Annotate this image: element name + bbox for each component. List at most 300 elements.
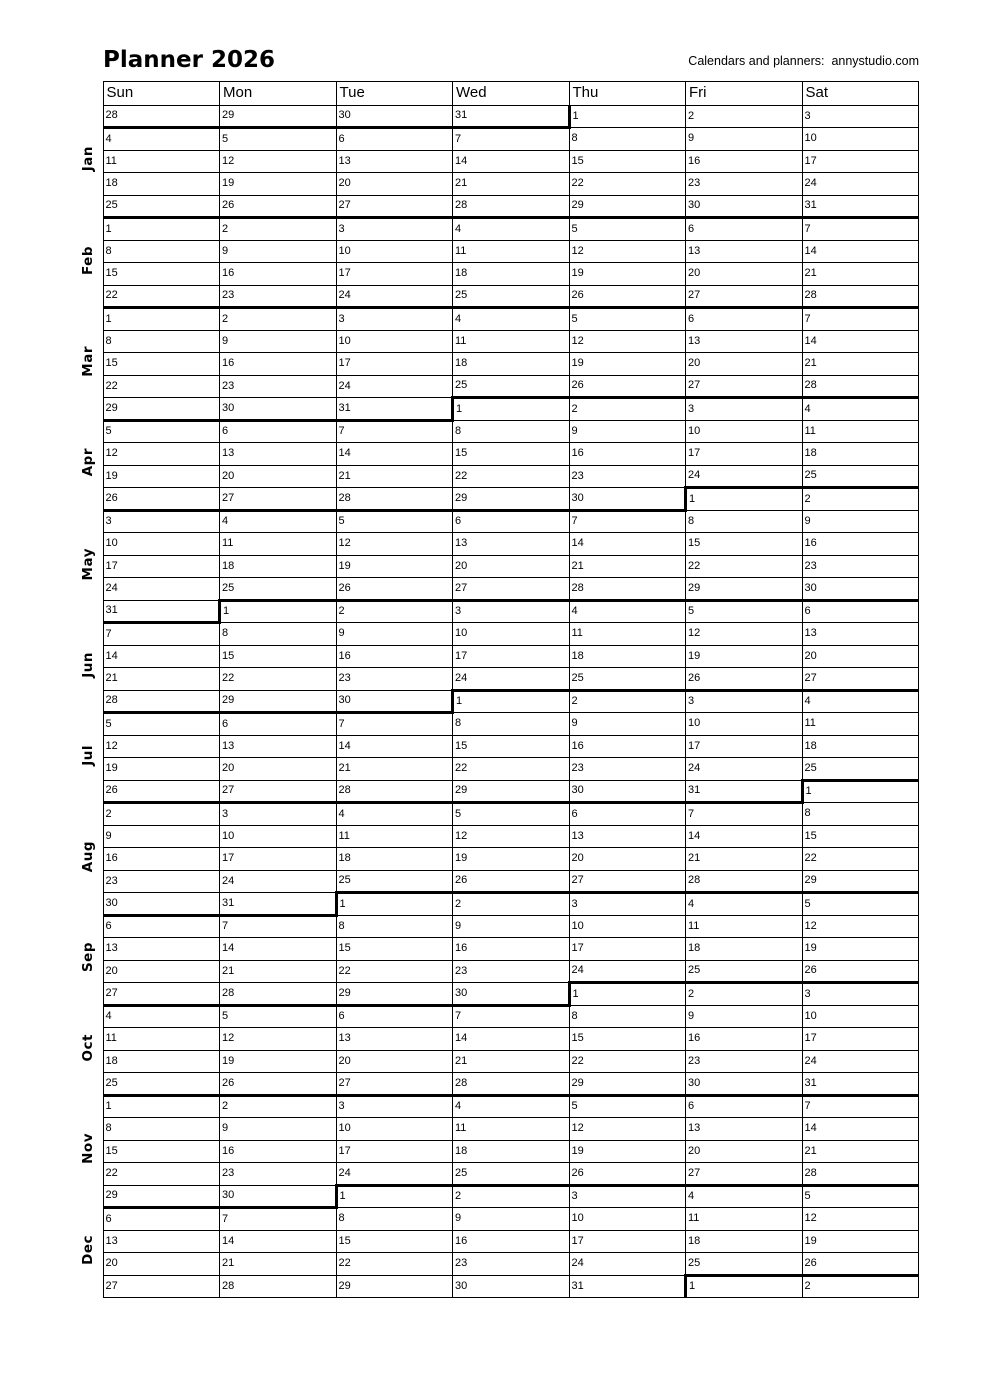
day-cell: 30: [336, 690, 453, 713]
day-cell: 10: [336, 240, 453, 263]
week-row: [67, 263, 919, 286]
day-cell: 28: [802, 285, 919, 308]
month-label-text: Dec: [79, 1235, 96, 1265]
day-cell: 7: [686, 803, 803, 826]
week-row: [67, 1028, 919, 1051]
day-cell: 7: [802, 1095, 919, 1118]
day-cell: 26: [802, 960, 919, 983]
day-cell: 22: [103, 1163, 220, 1186]
day-cell: 16: [220, 263, 337, 286]
day-cell: 18: [453, 353, 570, 376]
day-cell: 8: [336, 1208, 453, 1231]
day-cell: 20: [220, 465, 337, 488]
day-cell: 6: [686, 1095, 803, 1118]
week-row: [67, 645, 919, 668]
day-cell: 15: [336, 938, 453, 961]
day-header-mon: Mon: [220, 82, 337, 106]
day-cell: 31: [103, 600, 220, 623]
day-cell: 7: [220, 915, 337, 938]
day-cell: 14: [802, 240, 919, 263]
day-cell: 15: [686, 533, 803, 556]
day-cell: 7: [220, 1208, 337, 1231]
day-cell: 16: [336, 645, 453, 668]
day-cell: 24: [336, 375, 453, 398]
day-cell: 13: [569, 825, 686, 848]
day-cell: 19: [569, 1140, 686, 1163]
day-cell: 12: [336, 533, 453, 556]
day-cell: 4: [336, 803, 453, 826]
day-cell: 29: [802, 870, 919, 893]
day-cell: 18: [453, 1140, 570, 1163]
day-cell: 11: [103, 1028, 220, 1051]
day-cell: 30: [453, 1275, 570, 1298]
week-row: [67, 1118, 919, 1141]
day-cell: 3: [569, 1185, 686, 1208]
day-cell: 22: [802, 848, 919, 871]
day-cell: 20: [686, 1140, 803, 1163]
day-cell: 18: [802, 443, 919, 466]
month-label-text: Jul: [79, 744, 96, 766]
day-cell: 28: [220, 1275, 337, 1298]
day-cell: 24: [802, 173, 919, 196]
day-cell: 12: [103, 735, 220, 758]
day-cell: 9: [569, 713, 686, 736]
day-cell: 22: [220, 668, 337, 691]
day-cell: 22: [103, 285, 220, 308]
day-cell: 2: [220, 308, 337, 331]
day-cell: 5: [569, 1095, 686, 1118]
day-cell: 29: [336, 1275, 453, 1298]
day-cell: 4: [802, 398, 919, 421]
day-cell: 13: [220, 443, 337, 466]
day-cell: 5: [569, 308, 686, 331]
attribution-text: Calendars and planners: annystudio.com: [688, 54, 919, 68]
day-cell: 29: [336, 983, 453, 1006]
day-cell: 12: [453, 825, 570, 848]
day-cell: 28: [802, 375, 919, 398]
day-cell: 18: [453, 263, 570, 286]
day-cell: 28: [336, 488, 453, 511]
day-cell: 7: [453, 128, 570, 151]
month-label-text: Feb: [79, 245, 96, 275]
day-cell: 12: [802, 1208, 919, 1231]
day-cell: 24: [453, 668, 570, 691]
day-cell: 5: [336, 510, 453, 533]
day-cell: 18: [220, 555, 337, 578]
day-cell: 23: [453, 960, 570, 983]
day-cell: 10: [336, 1118, 453, 1141]
day-cell: 11: [103, 150, 220, 173]
day-cell: 20: [569, 848, 686, 871]
day-cell: 31: [220, 893, 337, 916]
week-row: [67, 1163, 919, 1186]
week-row: [67, 330, 919, 353]
day-cell: 7: [103, 623, 220, 646]
day-cell: 6: [686, 218, 803, 241]
day-cell: 21: [336, 758, 453, 781]
day-cell: 23: [686, 1050, 803, 1073]
day-cell: 4: [453, 308, 570, 331]
day-cell: 3: [802, 105, 919, 128]
day-cell: 22: [453, 758, 570, 781]
month-label-text: Aug: [79, 840, 96, 872]
day-cell: 1: [453, 690, 570, 713]
day-cell: 30: [453, 983, 570, 1006]
day-cell: 3: [569, 893, 686, 916]
day-cell: 3: [453, 600, 570, 623]
day-cell: 13: [802, 623, 919, 646]
day-cell: 26: [686, 668, 803, 691]
day-cell: 10: [802, 128, 919, 151]
day-cell: 20: [336, 173, 453, 196]
month-label-text: Jan: [79, 146, 96, 172]
day-cell: 16: [453, 938, 570, 961]
day-cell: 20: [802, 645, 919, 668]
day-cell: 15: [220, 645, 337, 668]
day-cell: 3: [686, 398, 803, 421]
day-cell: 22: [569, 1050, 686, 1073]
day-cell: 12: [103, 443, 220, 466]
day-cell: 21: [686, 848, 803, 871]
day-cell: 19: [453, 848, 570, 871]
day-cell: 27: [453, 578, 570, 601]
day-cell: 30: [103, 893, 220, 916]
week-row: [67, 758, 919, 781]
month-label-text: Sep: [79, 942, 96, 973]
week-row: [67, 533, 919, 556]
day-cell: 2: [453, 893, 570, 916]
day-cell: 30: [686, 195, 803, 218]
day-cell: 23: [220, 1163, 337, 1186]
day-cell: 5: [453, 803, 570, 826]
week-row: [67, 1050, 919, 1073]
day-cell: 7: [569, 510, 686, 533]
day-cell: 5: [802, 1185, 919, 1208]
day-cell: 12: [220, 1028, 337, 1051]
day-cell: 7: [453, 1005, 570, 1028]
month-label-may: [67, 510, 103, 623]
day-cell: 27: [220, 780, 337, 803]
day-cell: 11: [220, 533, 337, 556]
month-label-jun: [67, 623, 103, 713]
day-cell: 27: [686, 1163, 803, 1186]
day-cell: 25: [802, 758, 919, 781]
day-cell: 9: [569, 420, 686, 443]
day-cell: 14: [336, 443, 453, 466]
day-cell: 13: [686, 240, 803, 263]
week-row: [67, 848, 919, 871]
day-cell: 8: [686, 510, 803, 533]
day-cell: 6: [220, 713, 337, 736]
day-header-wed: Wed: [453, 82, 570, 106]
day-cell: 10: [220, 825, 337, 848]
day-cell: 14: [103, 645, 220, 668]
day-cell: 30: [686, 1073, 803, 1096]
day-cell: 6: [453, 510, 570, 533]
day-cell: 22: [569, 173, 686, 196]
day-cell: 23: [569, 465, 686, 488]
day-cell: 15: [802, 825, 919, 848]
day-cell: 1: [336, 1185, 453, 1208]
day-cell: 16: [103, 848, 220, 871]
day-cell: 14: [802, 1118, 919, 1141]
day-cell: 2: [569, 690, 686, 713]
day-cell: 19: [802, 1230, 919, 1253]
week-row: [67, 128, 919, 151]
day-cell: 20: [336, 1050, 453, 1073]
month-label-feb: [67, 218, 103, 308]
week-row: [67, 1140, 919, 1163]
day-cell: 13: [686, 330, 803, 353]
day-cell: 3: [336, 1095, 453, 1118]
month-label-text: Oct: [79, 1033, 96, 1062]
day-cell: 21: [220, 1253, 337, 1276]
day-cell: 26: [103, 488, 220, 511]
month-label-jul: [67, 713, 103, 803]
day-cell: 13: [220, 735, 337, 758]
day-cell: 18: [686, 1230, 803, 1253]
day-cell: 14: [220, 1230, 337, 1253]
week-row: [67, 240, 919, 263]
day-cell: 20: [220, 758, 337, 781]
day-cell: 23: [336, 668, 453, 691]
day-cell: 31: [336, 398, 453, 421]
day-cell: 2: [802, 488, 919, 511]
day-cell: 19: [569, 263, 686, 286]
week-row: [67, 398, 919, 421]
day-cell: 8: [569, 1005, 686, 1028]
day-cell: 2: [453, 1185, 570, 1208]
month-label-jan: [67, 105, 103, 218]
day-cell: 1: [802, 780, 919, 803]
day-cell: 21: [453, 1050, 570, 1073]
day-cell: 23: [220, 375, 337, 398]
day-cell: 19: [220, 173, 337, 196]
day-cell: 9: [220, 1118, 337, 1141]
day-cell: 25: [686, 1253, 803, 1276]
day-header-fri: Fri: [686, 82, 803, 106]
month-label-text: Nov: [79, 1133, 96, 1165]
day-header-thu: Thu: [569, 82, 686, 106]
day-cell: 18: [802, 735, 919, 758]
day-cell: 22: [336, 1253, 453, 1276]
day-cell: 1: [569, 983, 686, 1006]
day-cell: 16: [802, 533, 919, 556]
day-cell: 12: [220, 150, 337, 173]
week-row: [67, 218, 919, 241]
day-cell: 1: [686, 488, 803, 511]
month-label-oct: [67, 1005, 103, 1095]
day-cell: 14: [336, 735, 453, 758]
week-row: [67, 105, 919, 128]
day-cell: 17: [802, 1028, 919, 1051]
day-cell: 9: [220, 330, 337, 353]
day-cell: 17: [802, 150, 919, 173]
day-cell: 19: [569, 353, 686, 376]
day-cell: 27: [686, 285, 803, 308]
day-cell: 29: [453, 780, 570, 803]
day-cell: 29: [569, 195, 686, 218]
day-cell: 10: [802, 1005, 919, 1028]
day-cell: 8: [453, 713, 570, 736]
day-cell: 21: [336, 465, 453, 488]
week-row: [67, 420, 919, 443]
day-cell: 4: [453, 218, 570, 241]
day-cell: 14: [220, 938, 337, 961]
day-cell: 17: [220, 848, 337, 871]
day-cell: 7: [336, 420, 453, 443]
day-cell: 29: [220, 105, 337, 128]
week-row: [67, 983, 919, 1006]
day-cell: 29: [220, 690, 337, 713]
month-label-dec: [67, 1208, 103, 1298]
week-row: [67, 1275, 919, 1298]
day-cell: 9: [453, 915, 570, 938]
day-cell: 24: [569, 1253, 686, 1276]
day-cell: 4: [802, 690, 919, 713]
week-row: [67, 735, 919, 758]
day-cell: 2: [336, 600, 453, 623]
week-row: [67, 1230, 919, 1253]
day-cell: 18: [103, 173, 220, 196]
day-cell: 27: [802, 668, 919, 691]
day-cell: 18: [336, 848, 453, 871]
day-cell: 23: [569, 758, 686, 781]
day-cell: 9: [802, 510, 919, 533]
week-row: [67, 443, 919, 466]
day-cell: 30: [220, 398, 337, 421]
day-cell: 18: [103, 1050, 220, 1073]
week-row: [67, 510, 919, 533]
day-cell: 14: [569, 533, 686, 556]
week-row: [67, 1253, 919, 1276]
day-cell: 5: [802, 893, 919, 916]
month-label-aug: [67, 803, 103, 916]
day-cell: 24: [103, 578, 220, 601]
week-row: [67, 803, 919, 826]
day-cell: 11: [453, 1118, 570, 1141]
day-cell: 11: [453, 330, 570, 353]
week-row: [67, 375, 919, 398]
month-label-nov: [67, 1095, 103, 1208]
day-cell: 6: [103, 915, 220, 938]
day-cell: 8: [103, 330, 220, 353]
day-cell: 23: [686, 173, 803, 196]
day-cell: 1: [569, 105, 686, 128]
day-cell: 6: [336, 1005, 453, 1028]
week-row: [67, 465, 919, 488]
day-cell: 8: [220, 623, 337, 646]
day-cell: 20: [686, 263, 803, 286]
day-cell: 19: [103, 465, 220, 488]
day-cell: 10: [336, 330, 453, 353]
day-cell: 22: [686, 555, 803, 578]
day-cell: 28: [453, 195, 570, 218]
week-row: [67, 488, 919, 511]
day-cell: 8: [336, 915, 453, 938]
day-cell: 16: [569, 735, 686, 758]
day-cell: 2: [686, 105, 803, 128]
day-cell: 19: [686, 645, 803, 668]
day-cell: 1: [103, 218, 220, 241]
day-cell: 13: [453, 533, 570, 556]
week-row: [67, 780, 919, 803]
day-cell: 24: [802, 1050, 919, 1073]
week-row: [67, 285, 919, 308]
day-cell: 29: [453, 488, 570, 511]
day-cell: 7: [802, 308, 919, 331]
day-cell: 26: [569, 285, 686, 308]
day-cell: 14: [453, 150, 570, 173]
day-cell: 23: [453, 1253, 570, 1276]
day-cell: 5: [220, 1005, 337, 1028]
day-cell: 9: [220, 240, 337, 263]
day-cell: 15: [336, 1230, 453, 1253]
day-cell: 24: [686, 465, 803, 488]
day-cell: 12: [569, 240, 686, 263]
day-cell: 28: [103, 105, 220, 128]
day-cell: 25: [569, 668, 686, 691]
day-cell: 10: [103, 533, 220, 556]
day-cell: 24: [686, 758, 803, 781]
month-rail-header-spacer: [67, 82, 103, 106]
day-cell: 26: [220, 195, 337, 218]
week-row: [67, 173, 919, 196]
month-label-mar: [67, 308, 103, 421]
day-cell: 4: [686, 1185, 803, 1208]
day-cell: 9: [686, 1005, 803, 1028]
day-cell: 30: [802, 578, 919, 601]
day-cell: 28: [802, 1163, 919, 1186]
day-cell: 12: [569, 330, 686, 353]
day-cell: 15: [103, 353, 220, 376]
day-cell: 21: [103, 668, 220, 691]
day-cell: 31: [453, 105, 570, 128]
day-cell: 27: [220, 488, 337, 511]
day-cell: 17: [569, 1230, 686, 1253]
day-cell: 10: [686, 713, 803, 736]
day-cell: 1: [103, 308, 220, 331]
day-cell: 13: [686, 1118, 803, 1141]
day-cell: 25: [336, 870, 453, 893]
week-row: [67, 150, 919, 173]
day-cell: 17: [569, 938, 686, 961]
day-cell: 25: [103, 195, 220, 218]
day-cell: 19: [336, 555, 453, 578]
day-cell: 25: [103, 1073, 220, 1096]
day-cell: 4: [686, 893, 803, 916]
day-cell: 11: [802, 420, 919, 443]
week-row: [67, 938, 919, 961]
day-cell: 5: [686, 600, 803, 623]
day-cell: 6: [802, 600, 919, 623]
day-cell: 16: [569, 443, 686, 466]
day-cell: 15: [103, 1140, 220, 1163]
day-cell: 11: [336, 825, 453, 848]
month-label-text: Mar: [79, 345, 96, 377]
week-row: [67, 555, 919, 578]
day-cell: 12: [802, 915, 919, 938]
day-cell: 1: [686, 1275, 803, 1298]
day-cell: 12: [686, 623, 803, 646]
day-cell: 8: [103, 240, 220, 263]
day-cell: 12: [569, 1118, 686, 1141]
day-cell: 14: [453, 1028, 570, 1051]
day-cell: 6: [686, 308, 803, 331]
day-header-sat: Sat: [802, 82, 919, 106]
day-cell: 29: [103, 398, 220, 421]
day-cell: 25: [453, 285, 570, 308]
